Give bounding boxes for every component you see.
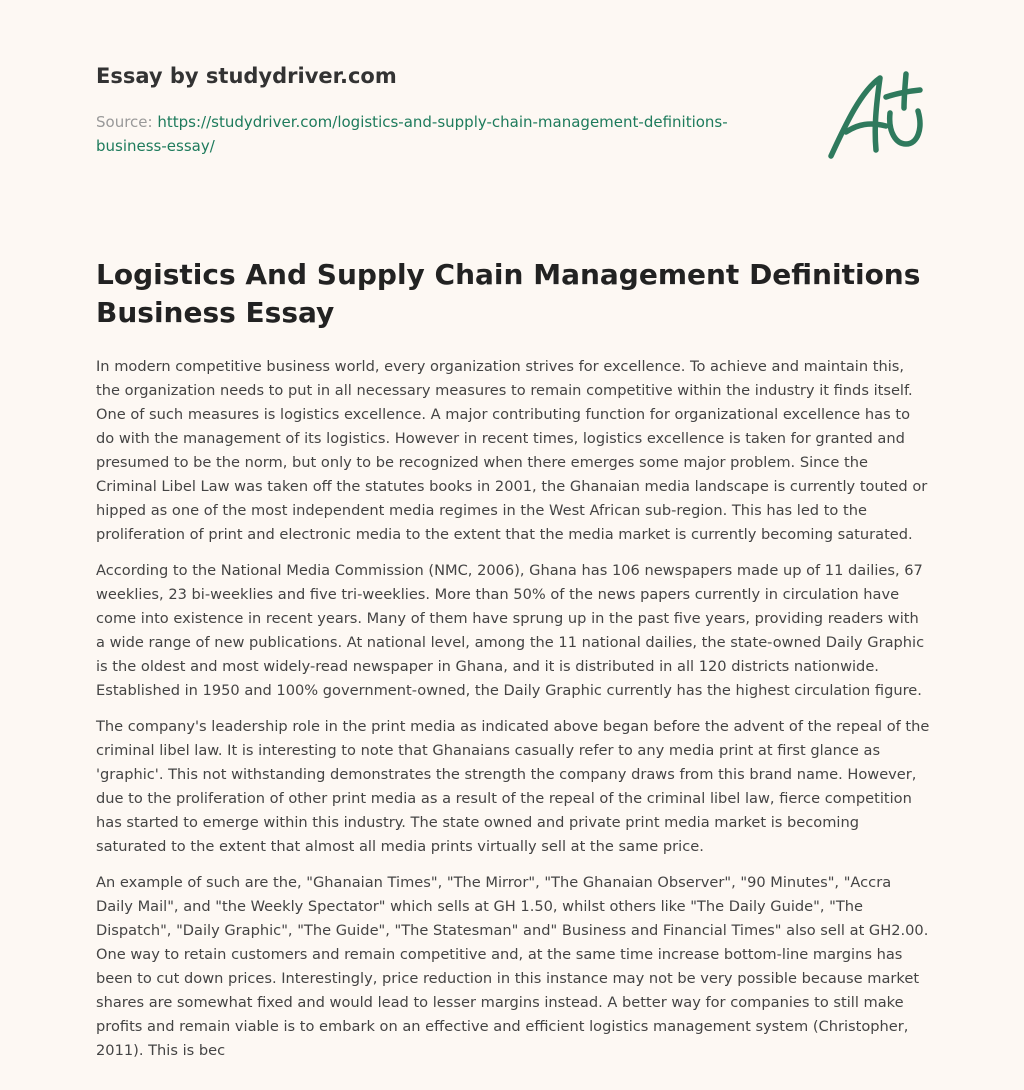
essay-body xyxy=(96,355,932,1075)
essay-paragraph: An example of such are the, "Ghanaian Times", "The Mirror", "The Ghanaian Observer", "90 Minutes", "Accra Daily Mail", and "the Weekly Spectator" which sells at GH 1.50, whilst others like "The Daily Guide", "The Dispatch", "Daily Graphic", "The Guide", "The Statesman" and" Business and Financial Times" also sell at GH2.00. One way to retain customers and remain competitive and, at the same time increase bottom-line margins has been to cut down prices. Interestingly, price reduction in this instance may not be very possible because market shares are somewhat fixed and would lead to lesser margins instead. A better way for companies to still make profits and remain viable is to embark on an effective and efficient logistics management system (Christopher, 2011). This is bec xyxy=(96,874,929,1059)
essay-title: Logistics And Supply Chain Management Definitions Business Essay xyxy=(96,258,921,329)
source-label: Source: xyxy=(96,113,153,131)
essay-paragraph: In modern competitive business world, every organization strives for excellence. To achieve and maintain this, the organization needs to put in all necessary measures to remain competitive within the industry it finds itself. One of such measures is logistics excellence. A major contributing function for organizational excellence has to do with the management of its logistics. However in recent times, logistics excellence is taken for granted and presumed to be the norm, but only to be recognized when there emerges some major problem. Since the Criminal Libel Law was taken off the statutes books in 2001, the Ghanaian media landscape is currently touted or hipped as one of the most independent media regimes in the West African sub-region. This has led to the proliferation of print and electronic media to the extent that the media market is currently becoming saturated. xyxy=(96,358,928,543)
a-plus-grade-icon xyxy=(828,66,928,166)
source-link[interactable]: https://studydriver.com/logistics-and-supply-chain-management-definitions-business-essay/ xyxy=(96,113,728,155)
source-line xyxy=(96,110,756,158)
essay-paragraph: The company's leadership role in the print media as indicated above began before the advent of the repeal of the criminal libel law. It is interesting to note that Ghanaians casually refer to any media print at first glance as 'graphic'. This not withstanding demonstrates the strength the company draws from this brand name. However, due to the proliferation of other print media as a result of the repeal of the criminal libel law, fierce competition has started to emerge within this industry. The state owned and private print media market is becoming saturated to the extent that almost all media prints virtually sell at the same price. xyxy=(96,718,930,855)
site-brand: Essay by studydriver.com xyxy=(96,64,397,88)
essay-paragraph: According to the National Media Commission (NMC, 2006), Ghana has 106 newspapers made up of 11 dailies, 67 weeklies, 23 bi-weeklies and five tri-weeklies. More than 50% of the news papers currently in circulation have come into existence in recent years. Many of them have sprung up in the past five years, providing readers with a wide range of new publications. At national level, among the 11 national dailies, the state-owned Daily Graphic is the oldest and most widely-read newspaper in Ghana, and it is distributed in all 120 districts nationwide. Established in 1950 and 100% government-owned, the Daily Graphic currently has the highest circulation figure. xyxy=(96,562,925,699)
